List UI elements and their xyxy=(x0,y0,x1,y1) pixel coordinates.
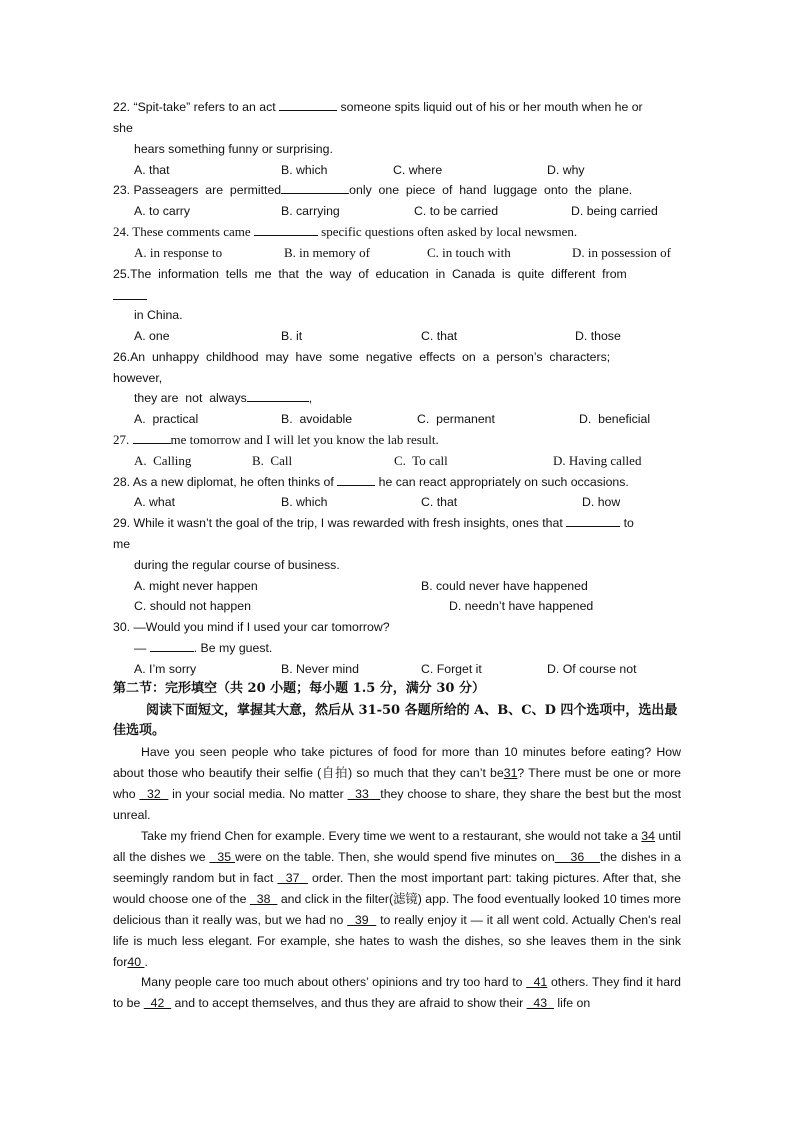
section-title: 第二节：完形填空（共 20 小题；每小题 1.5 分，满分 30 分） xyxy=(113,681,485,696)
q28-blank xyxy=(337,474,375,486)
q27-option-a: A. Calling xyxy=(134,453,192,468)
q24-option-d: D. in possession of xyxy=(572,245,671,260)
question-30-line1: 30. —Would you mind if I used your car tomorrow? xyxy=(113,620,390,634)
q26-blank xyxy=(247,390,309,402)
blank-37: 37 xyxy=(277,871,308,885)
blank-31: 31 xyxy=(503,766,518,780)
p3-text-1: Many people care too much about others’ opinions and try too hard to xyxy=(141,975,527,989)
q27-option-c: C. To call xyxy=(394,453,448,468)
q24-option-b: B. in memory of xyxy=(284,245,370,260)
q25-option-a: A. one xyxy=(134,329,170,343)
question-22-line3: hears something funny or surprising. xyxy=(134,142,333,156)
q23-option-b: B. carrying xyxy=(281,204,340,218)
q29-blank xyxy=(566,515,620,527)
q29-option-b: B. could never have happened xyxy=(421,579,588,593)
q27-text-pre: 27. xyxy=(113,432,133,447)
question-25-line3: in China. xyxy=(134,308,183,322)
question-22-line1 xyxy=(113,99,643,115)
p1-text-3: in your social media. No matter xyxy=(168,787,348,801)
q27-option-d: D. Having called xyxy=(553,453,642,468)
q29-text-pre: 29. While it wasn’t the goal of the trip, I was rewarded with fresh insights, ones that xyxy=(113,516,567,530)
q23-text-pre: 23. Passeagers are permitted xyxy=(113,183,282,197)
q24-blank xyxy=(254,224,318,236)
q30-option-c: C. Forget it xyxy=(421,662,482,676)
q29-option-c: C. should not happen xyxy=(134,599,251,613)
p1-text-4: they choose to share, they share the best but the most unreal. xyxy=(113,787,681,822)
question-26-line3 xyxy=(134,390,312,406)
q22-text-post: someone spits liquid out of his or her mouth when he or xyxy=(337,100,643,114)
p2-text-6: and click in the filter(滤镜) app. The food eventually looked 10 times more delicious than it really was, but we had no xyxy=(113,892,681,927)
q29-option-a: A. might never happen xyxy=(134,579,258,593)
q25-option-d: D. those xyxy=(575,329,621,343)
q22-option-d: D. why xyxy=(547,163,585,177)
q22-option-c: C. where xyxy=(393,163,443,177)
blank-39: 39 xyxy=(347,913,377,927)
q25-blank xyxy=(113,288,147,300)
q28-option-b: B. which xyxy=(281,495,328,509)
q30-blank xyxy=(150,640,194,652)
q22-option-b: B. which xyxy=(281,163,328,177)
q25-option-b: B. it xyxy=(281,329,303,343)
q27-blank xyxy=(133,432,171,444)
question-25-line1: 25.The information tells me that the way of education in Canada is quite different from xyxy=(113,267,627,281)
q27-option-b: B. Call xyxy=(252,453,293,468)
p2-text-3: were on the table. Then, she would spend five minutes on xyxy=(235,850,555,864)
question-26-line2: however, xyxy=(113,371,163,385)
q29-text-post: to xyxy=(620,516,634,530)
p2-text-1: Take my friend Chen for example. Every time we went to a restaurant, she would not take a xyxy=(141,829,642,843)
q22-text-pre: 22. “Spit-take” refers to an act xyxy=(113,100,280,114)
section-instruction-line1: 阅读下面短文，掌握其大意，然后从 31-50 各题所给的 A、B、C、D 四个选项中，选出最 xyxy=(146,703,678,718)
p2-text-2: until all the dishes we xyxy=(113,829,681,864)
passage-paragraph-2 xyxy=(113,826,681,973)
p3-text-2: others. They find it hard to be xyxy=(113,975,681,1010)
passage-paragraph-1 xyxy=(113,742,681,826)
q23-text-post: only one piece of hand luggage onto the plane. xyxy=(349,183,633,197)
question-24-line1 xyxy=(113,224,577,240)
q26-text-post: , xyxy=(308,391,313,405)
question-29-line1 xyxy=(113,515,634,531)
blank-34: 34 xyxy=(641,829,655,843)
blank-35: 35 xyxy=(209,850,236,864)
blank-42: 42 xyxy=(143,996,172,1010)
q27-text-post: me tomorrow and I will let you know the lab result. xyxy=(170,432,439,447)
q22-blank xyxy=(279,99,337,111)
blank-43: 43 xyxy=(526,996,554,1010)
q30-text-post: . Be my guest. xyxy=(193,641,273,655)
q30-option-b: B. Never mind xyxy=(281,662,359,676)
q24-option-a: A. in response to xyxy=(134,245,223,260)
question-28-line1 xyxy=(113,474,629,490)
question-22-line2: she xyxy=(113,121,133,135)
blank-41: 41 xyxy=(526,975,548,989)
q26-option-c: C. permanent xyxy=(417,412,495,426)
q22-option-a: A. that xyxy=(134,163,170,177)
blank-38: 38 xyxy=(249,892,278,906)
blank-32: 32 xyxy=(139,787,169,801)
p2-text-7: to really enjoy it — it all went cold. Actually Chen's real life is much less elegant. For example, she hates to wash the dishes, so she leaves them in the sink for xyxy=(113,913,681,969)
q23-option-c: C. to be carried xyxy=(414,204,499,218)
q28-option-a: A. what xyxy=(134,495,176,509)
blank-33: 33 xyxy=(347,787,381,801)
q28-option-c: C. that xyxy=(421,495,458,509)
question-26-line1: 26.An unhappy childhood may have some negative effects on a person’s characters; xyxy=(113,350,611,364)
q24-text-post: specific questions often asked by local newsmen. xyxy=(317,224,578,239)
section-instruction-line2: 佳选项。 xyxy=(113,723,166,738)
question-30-line2 xyxy=(134,640,272,656)
q24-text-pre: 24. These comments came xyxy=(113,224,254,239)
q25-option-c: C. that xyxy=(421,329,458,343)
question-23-line1 xyxy=(113,182,632,198)
p2-text-5: order. Then the most important part: taking pictures. After that, she would choose one of the xyxy=(113,871,681,906)
q30-text-pre: — xyxy=(134,641,150,655)
q26-option-d: D. beneficial xyxy=(579,412,651,426)
p2-text-4: the dishes in a seemingly random but in fact xyxy=(113,850,681,885)
q23-option-a: A. to carry xyxy=(134,204,191,218)
question-29-line2: me xyxy=(113,537,131,551)
question-27-line1 xyxy=(113,432,439,448)
q24-option-c: C. in touch with xyxy=(427,245,511,260)
q26-option-b: B. avoidable xyxy=(281,412,353,426)
q30-option-d: D. Of course not xyxy=(547,662,637,676)
q30-option-a: A. I’m sorry xyxy=(134,662,197,676)
q29-option-d: D. needn’t have happened xyxy=(449,599,594,613)
p1-text-1: Have you seen people who take pictures of food for more than 10 minutes before eating? How about those who beautify their selfie (自拍) so much that they can’t be xyxy=(113,745,681,780)
q23-blank xyxy=(281,182,349,194)
p3-text-3: and to accept themselves, and thus they are afraid to show their xyxy=(171,996,527,1010)
blank-40: 40 xyxy=(127,955,145,969)
q28-text-pre: 28. As a new diplomat, he often thinks of xyxy=(113,475,338,489)
q26-text-pre: they are not always xyxy=(134,391,247,405)
q23-option-d: D. being carried xyxy=(571,204,658,218)
p1-text-2: ? There must be one or more who xyxy=(113,766,682,801)
q28-text-post: he can react appropriately on such occasions. xyxy=(375,475,629,489)
q28-option-d: D. how xyxy=(582,495,621,509)
p2-text-8: . xyxy=(144,955,148,969)
q26-option-a: A. practical xyxy=(134,412,199,426)
question-29-line3: during the regular course of business. xyxy=(134,558,340,572)
blank-36: 36 xyxy=(554,850,601,864)
passage-paragraph-3 xyxy=(113,972,681,1014)
p3-text-4: life on xyxy=(553,996,591,1010)
